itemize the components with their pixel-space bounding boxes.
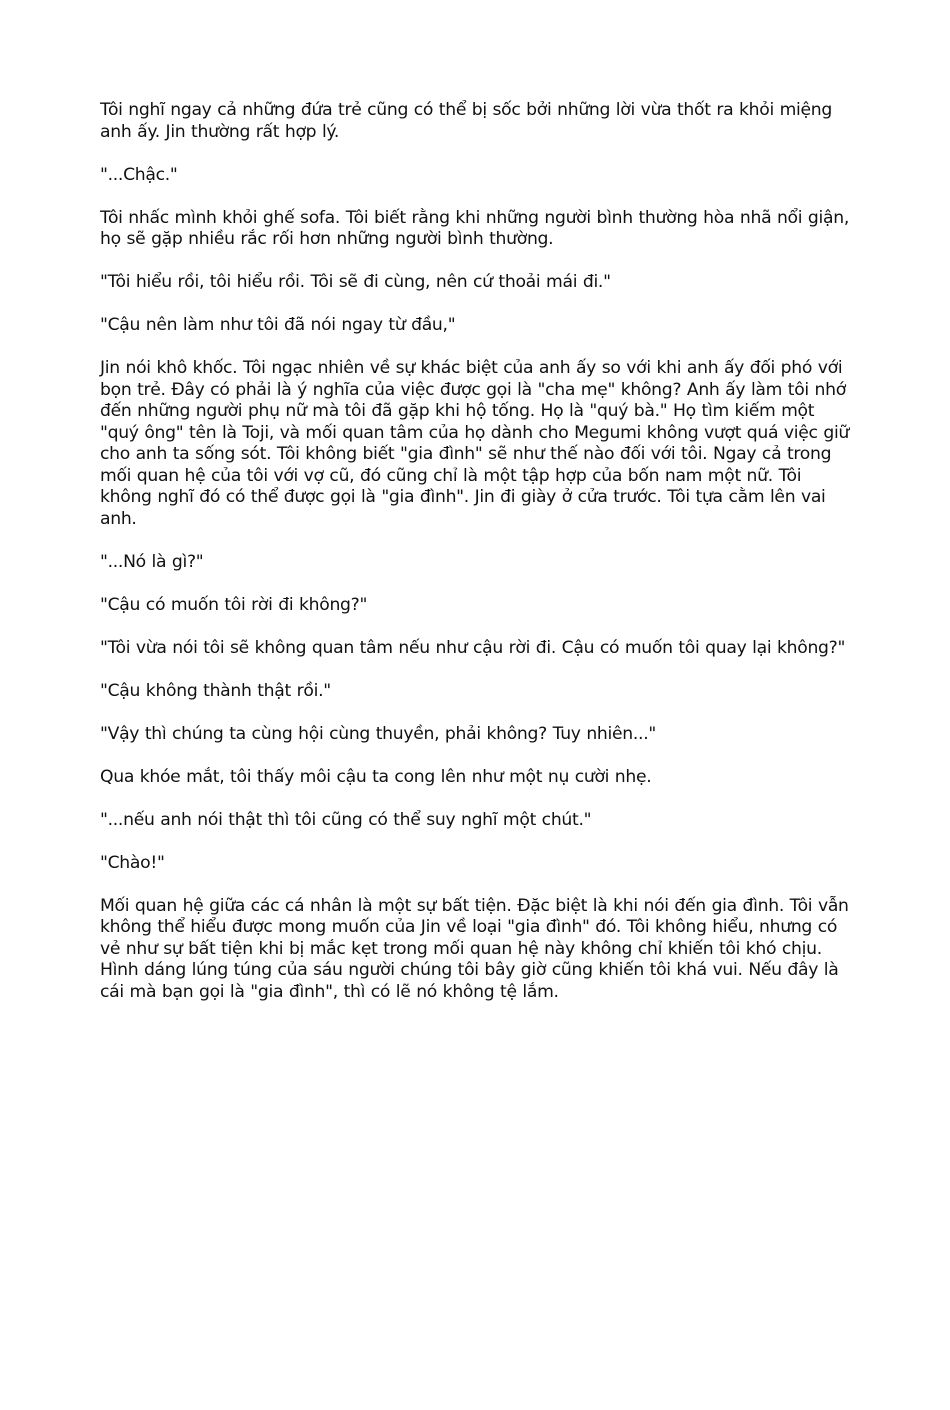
paragraph-5: "Cậu nên làm như tôi đã nói ngay từ đầu,": [100, 315, 456, 335]
paragraph-3: Tôi nhấc mình khỏi ghế sofa. Tôi biết rằng khi những người bình thường hòa nhã nổi giận, họ sẽ gặp nhiều rắc rối hơn những người bình thường.: [100, 207, 849, 249]
paragraph-1: Tôi nghĩ ngay cả những đứa trẻ cũng có thể bị sốc bởi những lời vừa thốt ra khỏi miệng anh ấy. Jin thường rất hợp lý.: [100, 100, 832, 142]
paragraph-14: "Chào!": [100, 852, 165, 873]
paragraph-4: "Tôi hiểu rồi, tôi hiểu rồi. Tôi sẽ đi cùng, nên cứ thoải mái đi.": [100, 272, 611, 292]
paragraph-8: "Cậu có muốn tôi rời đi không?": [100, 594, 368, 615]
document-page: [100, 100, 855, 1025]
paragraph-13: "...nếu anh nói thật thì tôi cũng có thể suy nghĩ một chút.": [100, 809, 592, 830]
paragraph-10: "Cậu không thành thật rồi.": [100, 680, 331, 701]
paragraph-6: Jin nói khô khốc. Tôi ngạc nhiên về sự khác biệt của anh ấy so với khi anh ấy đối phó với bọn trẻ. Đây có phải là ý nghĩa của việc được gọi là "cha mẹ" không? Anh ấy làm tôi nhớ đến những người phụ nữ mà tôi đã gặp khi hộ tống. Họ là "quý bà." Họ tìm kiếm một "quý ông" tên là Toji, và mối quan tâm của họ dành cho Megumi không vượt quá việc giữ cho anh ta sống sót. Tôi không biết "gia đình" sẽ như thế nào đối với tôi. Ngay cả trong mối quan hệ của tôi với vợ cũ, đó cũng chỉ là một tập hợp của bốn nam một nữ. Tôi không nghĩ đó có thể được gọi là "gia đình". Jin đi giày ở cửa trước. Tôi tựa cằm lên vai anh.: [100, 358, 850, 529]
paragraph-2: "...Chậc.": [100, 164, 178, 185]
paragraph-15: Mối quan hệ giữa các cá nhân là một sự bất tiện. Đặc biệt là khi nói đến gia đình. Tôi vẫn không thể hiểu được mong muốn của Jin về loại "gia đình" đó. Tôi không hiểu, nhưng có vẻ như sự bất tiện khi bị mắc kẹt trong mối quan hệ này không chỉ khiến tôi khó chịu. Hình dáng lúng túng của sáu người chúng tôi bây giờ cũng khiến tôi khá vui. Nếu đây là cái mà bạn gọi là "gia đình", thì có lẽ nó không tệ lắm.: [100, 895, 849, 1002]
paragraph-9: "Tôi vừa nói tôi sẽ không quan tâm nếu như cậu rời đi. Cậu có muốn tôi quay lại không?": [100, 637, 846, 658]
paragraph-7: "...Nó là gì?": [100, 551, 204, 572]
paragraph-11: "Vậy thì chúng ta cùng hội cùng thuyền, phải không? Tuy nhiên...": [100, 723, 656, 744]
paragraph-12: Qua khóe mắt, tôi thấy môi cậu ta cong lên như một nụ cười nhẹ.: [100, 766, 652, 787]
